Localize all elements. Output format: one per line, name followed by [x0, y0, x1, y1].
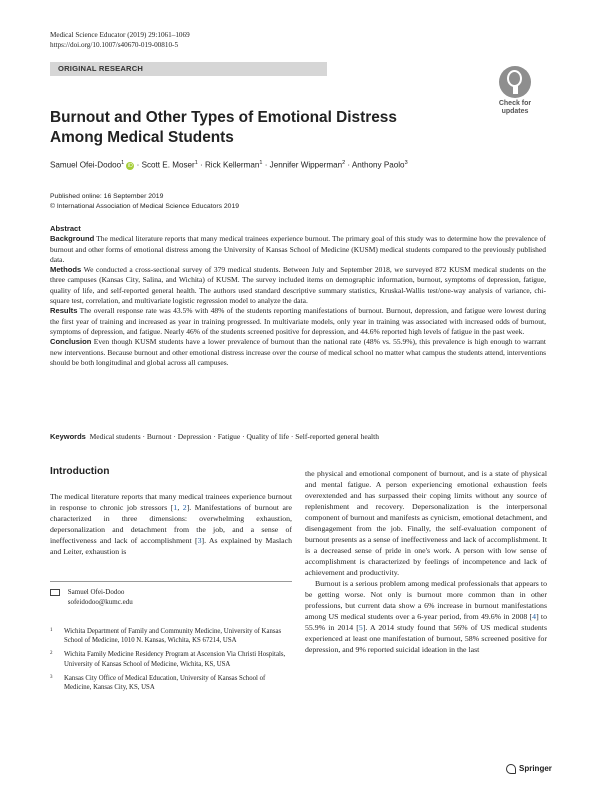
- abstract-background: Background The medical literature reports that many medical trainees experience burnout. The primary goal of this study was to determine how the prevalence of burnout and other forms of emotional distress among the University of Kansas School of Medicine (KUSM) medical students compared to the previously published data.: [50, 234, 546, 264]
- doi-link[interactable]: https://doi.org/10.1007/s40670-019-00810-5: [50, 41, 179, 49]
- affiliation-item: 3 Kansas City Office of Medical Education, University of Kansas School of Medicine, Kansas City, KS, USA: [50, 674, 266, 692]
- affiliation-item: 1 Wichita Department of Family and Community Medicine, University of Kansas School of Medicine, 1010 N. Kansas, Wichita, KS 67214, USA: [50, 628, 282, 645]
- orcid-icon[interactable]: iD: [128, 162, 133, 169]
- author-name[interactable]: Scott E. Moser: [141, 160, 195, 170]
- journal-citation: Medical Science Educator (2019) 29:1061–1069: [50, 31, 190, 39]
- author-name[interactable]: Anthony Paolo: [351, 160, 405, 170]
- springer-horse-icon: [506, 764, 516, 774]
- publisher-logo: Springer: [506, 764, 552, 774]
- keyword[interactable]: Depression: [177, 432, 212, 441]
- keyword[interactable]: Medical students: [89, 432, 141, 441]
- keyword[interactable]: Burnout: [146, 432, 172, 441]
- intro-paragraph-2: the physical and emotional component of burnout, and is a state of physical and mental fatigue. A person experiencing emotional exhaustion feels overextended and has surpassed their coping limits without any source of replenishment and recovery. Depersonalization is the interpersonal component of burnout and manifests as cynicism, emotional detachment, and disengagement from the job. Finally, the self-evaluation component of burnout presents as a sense of ineffectiveness and lack of accomplishment. It is a decreased sense of pride in one's work. A person with low sense of accomplishment is characterized by feelings of incompetence and lack of achievement and productivity.: [305, 469, 547, 577]
- keyword[interactable]: Self-reported general health: [295, 432, 379, 441]
- abstract-methods: Methods We conducted a cross-sectional survey of 379 medical students. Between July and September 2018, we surveyed 872 KUSM medical students on the three campuses (Kansas City, Salina, and Wichita) of KUSM. The survey included items on demographic information, burnout, symptoms of depression, fatigue, quality of life, and self-reported general health. The authors used standard descriptive summary statistics, Kruskal-Wallis test/one-way analysis of variance, chi-square test, correlation, and multivariate logistic regression model to analyze the data.: [50, 265, 546, 306]
- citation-link[interactable]: 1: [173, 503, 178, 512]
- journal-header: [50, 30, 190, 50]
- citation-link[interactable]: 2: [182, 503, 187, 512]
- keyword[interactable]: Quality of life: [246, 432, 289, 441]
- check-updates-icon: [499, 66, 531, 98]
- keywords: Keywords Medical students · Burnout · Depression · Fatigue · Quality of life · Self-reported general health: [50, 432, 379, 441]
- author-name[interactable]: Rick Kellerman: [204, 160, 260, 170]
- citation-link[interactable]: 4: [532, 612, 537, 621]
- correspondence-name: Samuel Ofei-Dodoo: [67, 588, 125, 596]
- abstract-results: Results The overall response rate was 43.5% with 48% of the students reporting manifestations of burnout. Burnout, depression, and fatigue were lowest during the first year of training and increased as year in training progressed. In multivariate models, only year in training was associated with increased odds of burnout, symptoms of depression, and fatigue. Nearly 46% of the students screened positive for depression, and 44.6% reported high levels of fatigue in the past week.: [50, 306, 546, 336]
- publication-info: [50, 192, 239, 211]
- keywords-label: Keywords: [50, 432, 86, 441]
- article-title: Burnout and Other Types of Emotional Distress Among Medical Students: [50, 109, 397, 146]
- abstract-conclusion: Conclusion Even though KUSM students have a lower prevalence of burnout than the national rate (48% vs. 55.9%), this prevalence is high enough to warrant new interventions. Because burnout and other emotional distress increase over the course of medical school no matter what campus the students attend, interventions should be both longitudinal and global across all campuses.: [50, 337, 547, 367]
- affiliation-item: 2 Wichita Family Medicine Residency Program at Ascension Via Christi Hospitals, University of Kansas School of Medicine, Wichita, KS, USA: [50, 651, 286, 668]
- author-name[interactable]: Samuel Ofei-Dodoo: [50, 160, 122, 170]
- author-list: Samuel Ofei-Dodoo$^1$ iD · Scott E. Moser$^1$ · Rick Kellerman$^1$ · Jennifer Wipperman$^2$ · Anthony Paolo$^3$: [50, 160, 408, 170]
- abstract: [50, 224, 546, 368]
- intro-paragraph-3: Burnout is a serious problem among medical professionals that appears to be getting worse. Not only is burnout more common than in other professions, but current data show a 6% increase in burnout manifestations among US medical students over a 6-year period, from 49.6% in 2008 [4] to 55.9% in 2014 [5]. A 2014 study found that 56% of US medical students experienced at least one manifestation of burnout, 58% screened positive for depression, and 9% reported suicidal ideation in the last: [305, 579, 547, 654]
- section-label: ORIGINAL RESEARCH: [58, 64, 144, 73]
- correspondence-email[interactable]: sofeidodoo@kumc.edu: [67, 597, 133, 606]
- keyword[interactable]: Fatigue: [217, 432, 241, 441]
- citation-link[interactable]: 5: [358, 623, 363, 632]
- introduction-heading: Introduction: [50, 466, 110, 477]
- correspondence: [50, 581, 292, 607]
- author-name[interactable]: Jennifer Wipperman: [269, 160, 343, 170]
- intro-right-column: [305, 468, 547, 655]
- intro-left-column: [50, 491, 292, 557]
- section-band: [50, 62, 327, 76]
- check-updates-label: Check for updates: [498, 100, 532, 115]
- published-date: Published online: 16 September 2019: [50, 193, 164, 200]
- citation-link[interactable]: 3: [197, 536, 202, 545]
- check-for-updates-button[interactable]: [490, 66, 540, 116]
- affiliations: [50, 627, 292, 697]
- envelope-icon: [50, 589, 60, 596]
- abstract-heading: Abstract: [50, 224, 81, 233]
- intro-paragraph-1: The medical literature reports that many medical trainees experience burnout in response to chronic job stressors [1, 2]. Manifestations of burnout are characterized in three dimensions: overwhelming exhaustion, depersonalization and detachment from the job, and a sense of ineffectiveness and lack of accomplishment [3]. As explained by Maslach and Leiter, exhaustion is: [50, 492, 292, 556]
- copyright-line: © International Association of Medical Science Educators 2019: [50, 202, 240, 210]
